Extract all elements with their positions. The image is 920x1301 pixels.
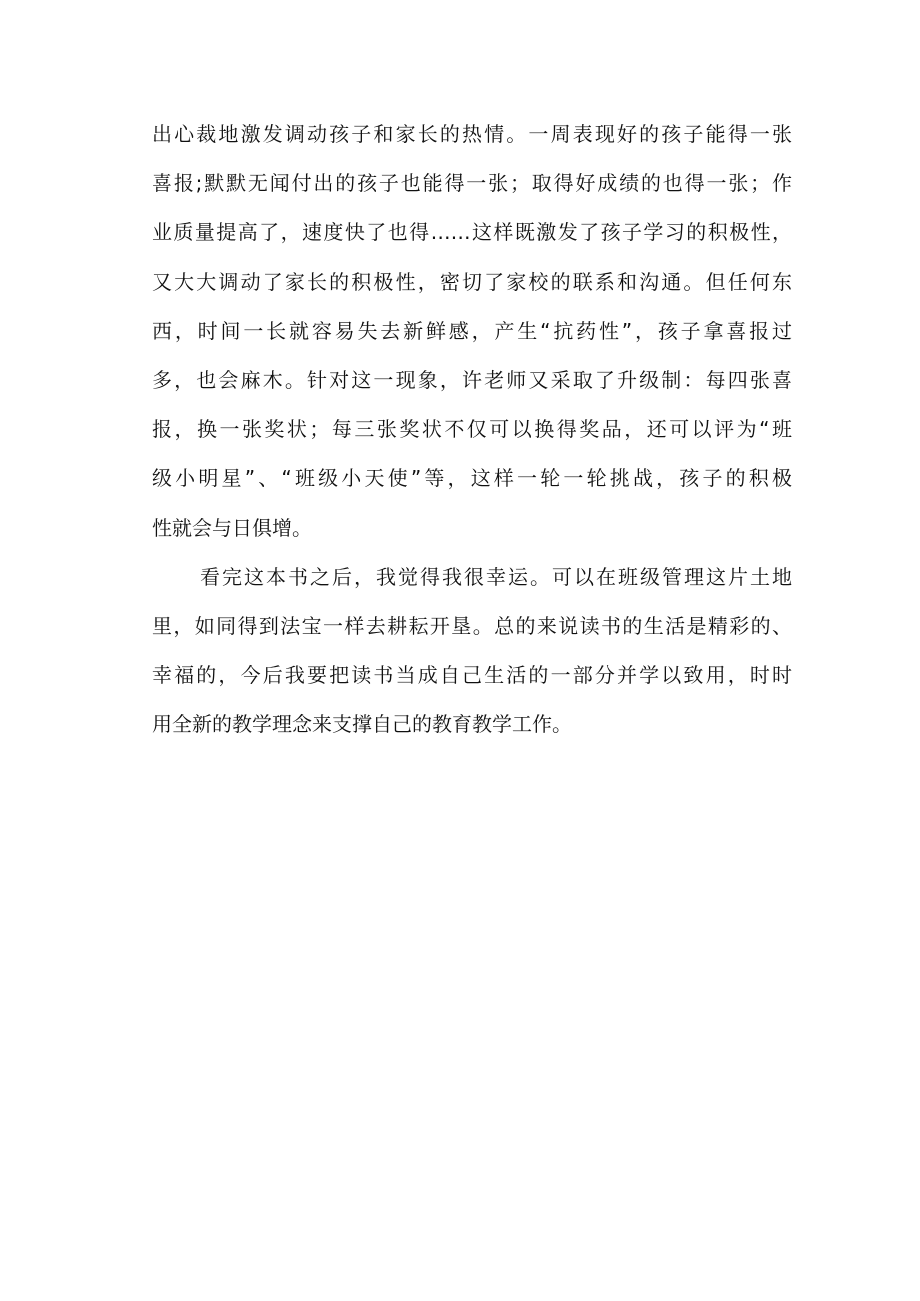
paragraph-line: 多，也会麻木。针对这一现象，许老师又采取了升级制：每四张喜 <box>152 367 792 392</box>
paragraph-line: 喜报;默默无闻付出的孩子也能得一张；取得好成绩的也得一张；作 <box>152 171 792 196</box>
paragraph-line: 西，时间一长就容易失去新鲜感，产生“抗药性”，孩子拿喜报过 <box>152 318 792 343</box>
paragraph-line: 性就会与日俱增。 <box>152 515 312 540</box>
paragraph-line: 里，如同得到法宝一样去耕耘开垦。总的来说读书的生活是精彩的、 <box>152 613 792 638</box>
paragraph-line: 幸福的，今后我要把读书当成自己生活的一部分并学以致用，时时 <box>152 663 792 688</box>
paragraph-line: 报，换一张奖状；每三张奖状不仅可以换得奖品，还可以评为“班 <box>152 417 792 442</box>
paragraph-line: 出心裁地激发调动孩子和家长的热情。一周表现好的孩子能得一张 <box>152 122 792 146</box>
paragraph-line: 又大大调动了家长的积极性，密切了家校的联系和沟通。但任何东 <box>152 269 792 294</box>
paragraph-2 <box>152 553 792 750</box>
paragraph-line: 业质量提高了，速度快了也得……这样既激发了孩子学习的积极性， <box>152 220 792 245</box>
paragraph-line: 看完这本书之后，我觉得我很幸运。可以在班级管理这片土地 <box>200 564 792 589</box>
paragraph-1 <box>152 110 792 553</box>
paragraph-line: 级小明星”、“班级小天使”等，这样一轮一轮挑战，孩子的积极 <box>152 466 792 491</box>
document-body <box>152 110 792 749</box>
paragraph-line: 用全新的教学理念来支撑自己的教育教学工作。 <box>152 712 572 737</box>
